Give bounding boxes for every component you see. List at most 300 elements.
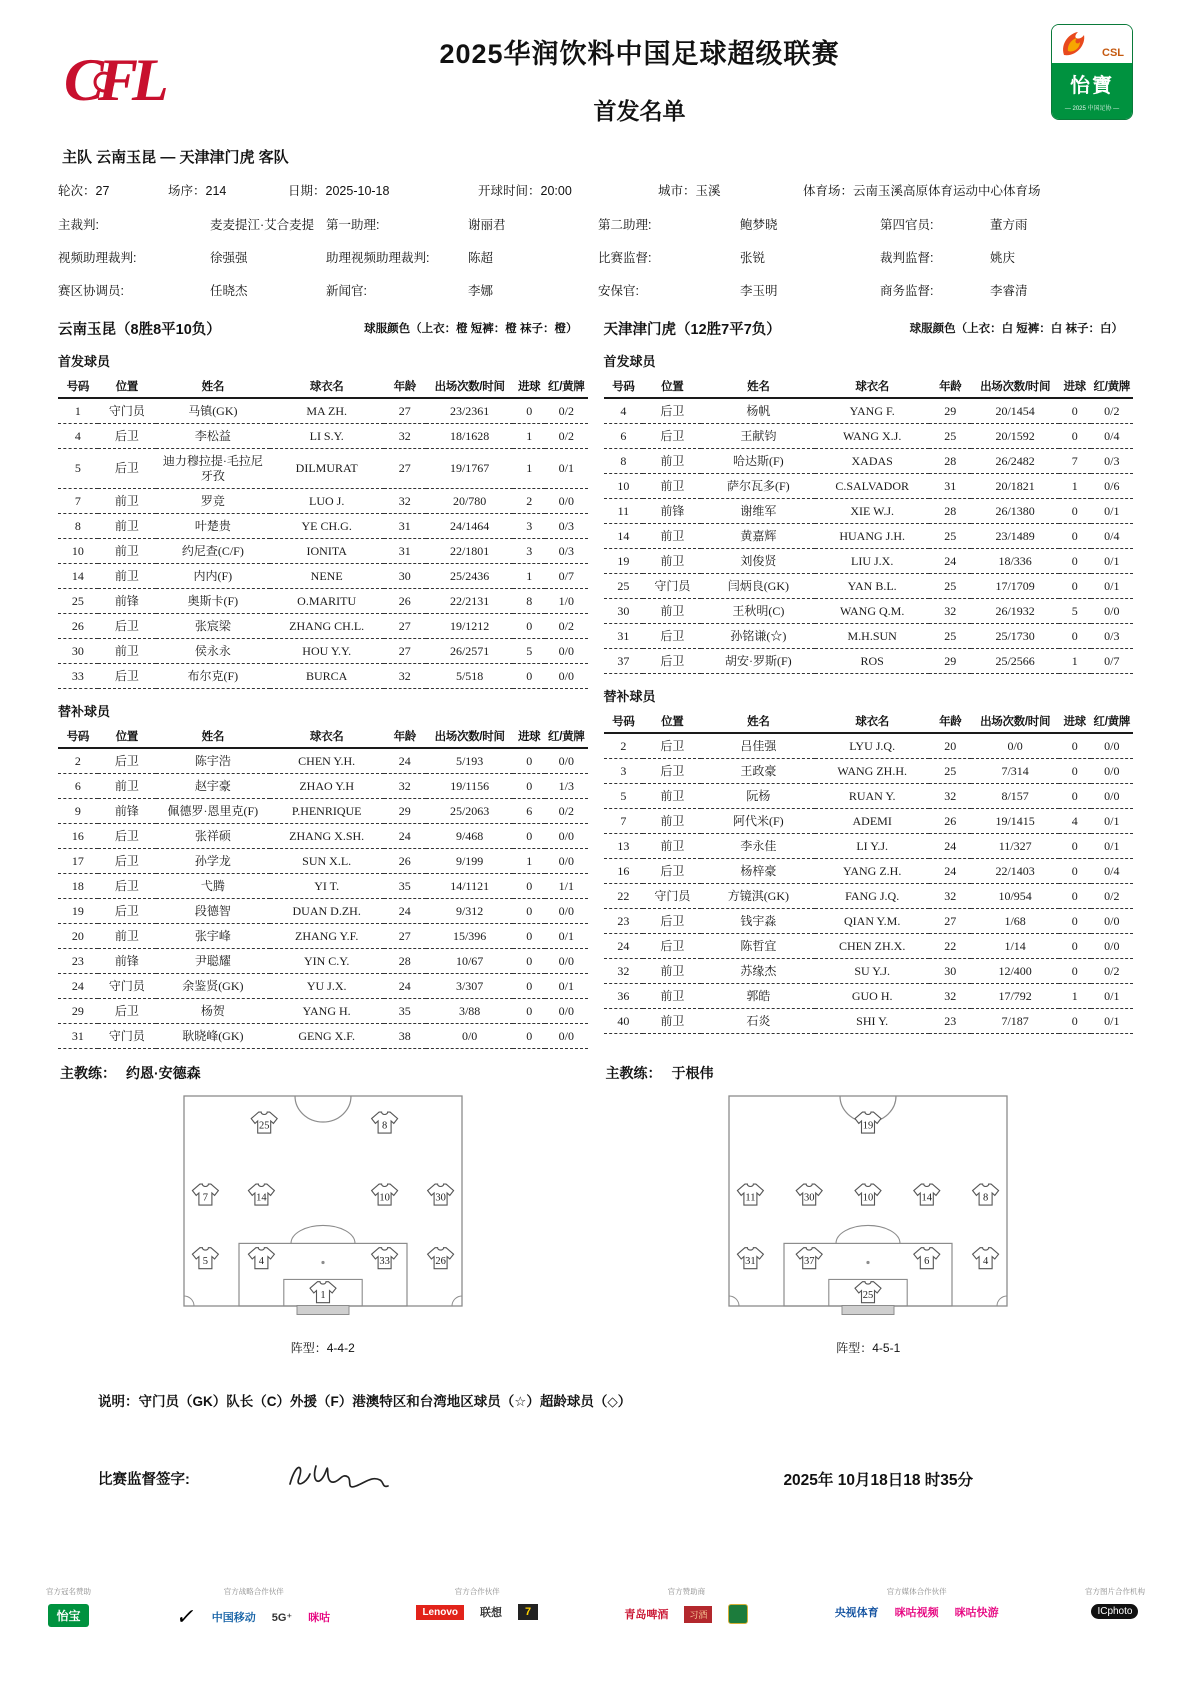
player-cell: 陈宇浩 — [156, 748, 270, 774]
csl-label: CSL — [1102, 47, 1124, 59]
player-cell: ZHANG CH.L. — [270, 614, 384, 639]
info-item: 日期：2025-10-18 — [288, 184, 390, 198]
player-cell: 0 — [513, 974, 545, 999]
home-column — [58, 314, 588, 1049]
player-cell: 0 — [513, 664, 545, 689]
svg-text:6: 6 — [924, 1256, 930, 1268]
away-subs-label: 替补球员 — [603, 689, 656, 704]
player-shirt-30 — [796, 1184, 822, 1205]
header-row — [604, 710, 1134, 733]
column-header: 位置 — [98, 375, 156, 398]
home-team-name: 云南玉昆（8胜8平10负） — [58, 322, 221, 338]
svg-text:8: 8 — [983, 1192, 989, 1204]
player-cell: 3/307 — [426, 974, 513, 999]
player-row — [58, 899, 588, 924]
player-cell: 0/6 — [1091, 474, 1133, 499]
player-cell: 0/1 — [1091, 809, 1133, 834]
player-cell: 26/2571 — [426, 639, 513, 664]
player-cell: 23 — [929, 1009, 971, 1034]
info-item: 开球时间：20:00 — [478, 184, 572, 198]
column-header: 进球 — [1059, 375, 1091, 398]
player-cell: YIN C.Y. — [270, 949, 384, 974]
player-cell: 31 — [929, 474, 971, 499]
header-row — [58, 725, 588, 748]
player-cell: 25 — [929, 624, 971, 649]
player-cell: 24 — [604, 934, 644, 959]
sponsor-group — [174, 1586, 331, 1630]
player-cell: 24 — [384, 899, 426, 924]
player-cell: 0 — [513, 398, 545, 424]
lenovo-cn-logo: 联想 — [480, 1607, 503, 1619]
player-cell: 8 — [604, 449, 644, 474]
player-cell: 0 — [1059, 624, 1091, 649]
player-shirt-8 — [973, 1184, 999, 1205]
player-cell: SUN X.L. — [270, 849, 384, 874]
column-header: 出场次数/时间 — [426, 375, 513, 398]
player-cell: 王政豪 — [701, 759, 815, 784]
player-cell: 3 — [604, 759, 644, 784]
player-cell: 19 — [604, 549, 644, 574]
player-cell: HUANG J.H. — [815, 524, 929, 549]
officials-row — [58, 248, 1133, 266]
supervisor-signature — [280, 1452, 400, 1505]
player-cell: 1/1 — [545, 874, 587, 899]
player-cell: ADEMI — [815, 809, 929, 834]
player-row — [58, 824, 588, 849]
yibao-logo: 怡宝 — [48, 1604, 88, 1627]
official: 赛区协调员: 任晓杰 — [58, 284, 248, 298]
china-mobile-logo: 中国移动 — [211, 1612, 256, 1624]
player-cell: 0/0 — [545, 824, 587, 849]
official: 第四官员: 董方雨 — [880, 218, 1028, 232]
player-cell: 22/1801 — [426, 539, 513, 564]
player-cell: 1 — [513, 424, 545, 449]
player-cell: 前卫 — [643, 599, 701, 624]
player-cell: 9 — [58, 799, 98, 824]
player-cell: 2 — [58, 748, 98, 774]
player-row — [58, 514, 588, 539]
player-cell: 后卫 — [643, 733, 701, 759]
player-cell: 钱宇淼 — [701, 909, 815, 934]
player-cell: 29 — [929, 649, 971, 674]
player-cell: XADAS — [815, 449, 929, 474]
player-cell: ZHANG X.SH. — [270, 824, 384, 849]
player-cell: 25 — [929, 759, 971, 784]
player-cell: 后卫 — [643, 759, 701, 784]
player-cell: 后卫 — [98, 874, 156, 899]
officials-row — [58, 281, 1133, 299]
player-cell: 1 — [513, 564, 545, 589]
sponsor-logos — [416, 1604, 538, 1620]
player-cell: 28 — [929, 449, 971, 474]
player-row — [58, 1024, 588, 1049]
player-cell: 0 — [1059, 733, 1091, 759]
player-cell: 前卫 — [98, 924, 156, 949]
player-cell: 28 — [929, 499, 971, 524]
player-cell: 0/3 — [1091, 449, 1133, 474]
player-shirt-5 — [192, 1248, 218, 1269]
player-row — [58, 449, 588, 489]
cfl-logo — [58, 24, 228, 123]
player-cell: 22 — [929, 934, 971, 959]
away-team-name: 天津津门虎（12胜7平7负） — [603, 322, 781, 338]
player-cell: 22 — [604, 884, 644, 909]
sponsor-badge-logo — [728, 1604, 748, 1624]
player-cell: HOU Y.Y. — [270, 639, 384, 664]
player-cell: 0/0 — [545, 949, 587, 974]
player-cell: 前锋 — [98, 589, 156, 614]
player-cell: 32 — [604, 959, 644, 984]
player-cell: 30 — [58, 639, 98, 664]
player-shirt-4 — [248, 1248, 274, 1269]
svg-text:33: 33 — [379, 1256, 390, 1268]
player-row — [604, 424, 1134, 449]
player-cell: 11 — [604, 499, 644, 524]
player-row — [58, 639, 588, 664]
icphoto-logo: ICphoto — [1091, 1604, 1138, 1619]
player-shirt-19 — [855, 1112, 881, 1133]
player-cell: 后卫 — [98, 824, 156, 849]
player-cell: 27 — [384, 924, 426, 949]
player-cell: 24 — [384, 748, 426, 774]
player-cell: 22/2131 — [426, 589, 513, 614]
column-header: 号码 — [58, 725, 98, 748]
player-row — [58, 924, 588, 949]
player-row — [58, 774, 588, 799]
player-cell: 26/1380 — [971, 499, 1058, 524]
sponsor-group — [1085, 1586, 1145, 1619]
player-cell: BURCA — [270, 664, 384, 689]
player-cell: 黄嘉辉 — [701, 524, 815, 549]
player-row — [604, 398, 1134, 424]
player-cell: 27 — [384, 639, 426, 664]
player-cell: 杨帆 — [701, 398, 815, 424]
player-cell: 0/3 — [1091, 624, 1133, 649]
player-cell: 0/2 — [1091, 959, 1133, 984]
player-cell: 前卫 — [98, 514, 156, 539]
player-cell: 方镜淇(GK) — [701, 884, 815, 909]
away-formation-label: 阵型：4-5-1 — [836, 1341, 901, 1355]
player-cell: FANG J.Q. — [815, 884, 929, 909]
signature-row — [58, 1452, 1133, 1505]
player-cell: WANG X.J. — [815, 424, 929, 449]
player-cell: 0/0 — [1091, 599, 1133, 624]
svg-text:31: 31 — [745, 1256, 756, 1268]
column-header: 球衣名 — [270, 725, 384, 748]
svg-text:26: 26 — [435, 1256, 446, 1268]
player-cell: LI S.Y. — [270, 424, 384, 449]
player-cell: 守门员 — [643, 884, 701, 909]
player-row — [58, 539, 588, 564]
player-cell: 0/0 — [1091, 909, 1133, 934]
sponsor-logos — [624, 1604, 748, 1624]
home-subs-table — [58, 725, 588, 1049]
player-cell: 前卫 — [98, 489, 156, 514]
player-cell: 27 — [384, 398, 426, 424]
column-header: 位置 — [98, 725, 156, 748]
player-cell: 王秋明(C) — [701, 599, 815, 624]
player-cell: 0/4 — [1091, 524, 1133, 549]
player-cell: 1 — [1059, 984, 1091, 1009]
svg-text:4: 4 — [258, 1256, 264, 1268]
player-cell: 32 — [384, 424, 426, 449]
player-cell: 阿代米(F) — [701, 809, 815, 834]
supervisor-signature-label: 比赛监督签字: — [98, 1472, 190, 1488]
player-cell: 马镇(GK) — [156, 398, 270, 424]
player-cell: 15/396 — [426, 924, 513, 949]
player-cell: 前卫 — [643, 959, 701, 984]
player-row — [604, 1009, 1134, 1034]
player-cell: 石炎 — [701, 1009, 815, 1034]
player-cell: 1 — [1059, 474, 1091, 499]
player-cell: 郭皓 — [701, 984, 815, 1009]
player-cell: 前卫 — [643, 524, 701, 549]
player-cell: 尹聪耀 — [156, 949, 270, 974]
nike-swoosh-logo: ✓ — [174, 1604, 199, 1629]
column-header: 红/黄牌 — [1091, 710, 1133, 733]
official: 第二助理: 鲍梦晓 — [598, 218, 778, 232]
player-cell: 0 — [1059, 549, 1091, 574]
player-cell: 26 — [384, 589, 426, 614]
player-cell: 31 — [384, 539, 426, 564]
player-cell: 侯永永 — [156, 639, 270, 664]
player-shirt-6 — [914, 1248, 940, 1269]
player-cell: 后卫 — [98, 664, 156, 689]
player-cell: 10 — [58, 539, 98, 564]
player-cell: 1/68 — [971, 909, 1058, 934]
player-cell: 0 — [1059, 424, 1091, 449]
player-cell: 0/0 — [545, 664, 587, 689]
player-row — [58, 664, 588, 689]
player-cell: LUO J. — [270, 489, 384, 514]
home-kit-colors: 球服颜色（上衣：橙 短裤：橙 袜子：橙） — [364, 323, 578, 335]
player-cell: 25/2566 — [971, 649, 1058, 674]
player-row — [604, 859, 1134, 884]
player-cell: 40 — [604, 1009, 644, 1034]
player-cell: 20/780 — [426, 489, 513, 514]
player-row — [58, 398, 588, 424]
player-cell: GUO H. — [815, 984, 929, 1009]
player-cell: 17 — [58, 849, 98, 874]
player-cell: 8 — [58, 514, 98, 539]
player-cell: 后卫 — [98, 424, 156, 449]
player-cell: 0 — [513, 1024, 545, 1049]
player-cell: 24 — [929, 834, 971, 859]
teams-tables — [58, 314, 1133, 1049]
player-cell: 0 — [1059, 1009, 1091, 1034]
player-cell: 吕佳强 — [701, 733, 815, 759]
sponsor-category-label: 官方媒体合作伙伴 — [886, 1587, 947, 1596]
player-cell: 26 — [384, 849, 426, 874]
player-cell: 29 — [58, 999, 98, 1024]
player-cell: 前卫 — [643, 449, 701, 474]
player-cell: CHEN ZH.X. — [815, 934, 929, 959]
player-cell: 1 — [513, 449, 545, 489]
player-cell: 24/1464 — [426, 514, 513, 539]
player-cell: ZHANG Y.F. — [270, 924, 384, 949]
player-row — [58, 874, 588, 899]
svg-text:30: 30 — [804, 1192, 815, 1204]
player-cell: 0/3 — [545, 539, 587, 564]
away-coach-label: 主教练： — [605, 1065, 662, 1081]
player-cell: 后卫 — [98, 999, 156, 1024]
player-cell: 5/518 — [426, 664, 513, 689]
player-shirt-26 — [427, 1248, 453, 1269]
partner-7-logo: 7 — [518, 1604, 538, 1620]
player-cell: 24 — [384, 974, 426, 999]
player-cell: IONITA — [270, 539, 384, 564]
player-cell: 后卫 — [98, 849, 156, 874]
player-cell: 27 — [929, 909, 971, 934]
title-block — [228, 24, 1051, 126]
player-cell: 谢维军 — [701, 499, 815, 524]
csl-yibao-badge — [1051, 24, 1133, 120]
player-cell: 0 — [1059, 784, 1091, 809]
player-cell: 1/0 — [545, 589, 587, 614]
player-cell: 佩德罗·恩里克(F) — [156, 799, 270, 824]
home-subs-label: 替补球员 — [58, 704, 111, 719]
player-cell: 后卫 — [98, 614, 156, 639]
player-cell: 20 — [58, 924, 98, 949]
sponsor-strip — [0, 1586, 1191, 1630]
official: 比赛监督: 张锐 — [598, 251, 766, 265]
player-cell: 16 — [58, 824, 98, 849]
official: 安保官: 李玉明 — [598, 284, 778, 298]
svg-text:25: 25 — [258, 1120, 270, 1132]
player-cell: 30 — [384, 564, 426, 589]
player-cell: WANG ZH.H. — [815, 759, 929, 784]
player-cell: 后卫 — [98, 449, 156, 489]
sponsor-logos — [46, 1604, 91, 1627]
csl-flame-icon — [1058, 29, 1088, 59]
player-shirt-7 — [192, 1184, 218, 1205]
player-cell: 后卫 — [643, 909, 701, 934]
player-cell: 0/0 — [1091, 733, 1133, 759]
away-coach-name: 于根伟 — [671, 1065, 714, 1081]
sponsor-category-label: 官方赞助商 — [667, 1587, 706, 1596]
pitch-diagram — [183, 1095, 463, 1320]
player-row — [604, 884, 1134, 909]
player-cell: 后卫 — [98, 899, 156, 924]
player-row — [58, 799, 588, 824]
player-cell: CHEN Y.H. — [270, 748, 384, 774]
player-row — [58, 999, 588, 1024]
player-cell: 李松益 — [156, 424, 270, 449]
player-cell: 10/954 — [971, 884, 1058, 909]
home-coach — [60, 1063, 588, 1083]
sign-datetime: 2025年 10月18日18 时35分 — [783, 1471, 973, 1489]
player-cell: 0/2 — [545, 424, 587, 449]
player-cell: 19 — [58, 899, 98, 924]
svg-text:7: 7 — [202, 1192, 208, 1204]
player-cell: 0 — [513, 924, 545, 949]
column-header: 姓名 — [156, 375, 270, 398]
player-cell: 5 — [513, 639, 545, 664]
player-cell: 迪力穆拉提·毛拉尼牙孜 — [156, 449, 270, 489]
svg-text:8: 8 — [381, 1120, 387, 1132]
away-starters-label: 首发球员 — [603, 354, 656, 369]
info-item: 场序：214 — [168, 184, 227, 198]
svg-text:19: 19 — [863, 1120, 874, 1132]
player-cell: 内内(F) — [156, 564, 270, 589]
player-cell: 13 — [604, 834, 644, 859]
player-cell: 30 — [604, 599, 644, 624]
page-title: 2025华润饮料中国足球超级联赛 — [439, 39, 840, 69]
player-row — [58, 424, 588, 449]
player-cell: 0 — [1059, 909, 1091, 934]
player-cell: QIAN Y.M. — [815, 909, 929, 934]
player-cell: YANG H. — [270, 999, 384, 1024]
svg-text:4: 4 — [983, 1256, 989, 1268]
player-cell: 18/1628 — [426, 424, 513, 449]
away-column — [604, 314, 1134, 1034]
info-item: 城市：玉溪 — [658, 184, 721, 198]
sponsor-group — [416, 1586, 538, 1620]
player-row — [604, 499, 1134, 524]
player-cell: 张宇峰 — [156, 924, 270, 949]
player-cell: 0 — [1059, 759, 1091, 784]
player-cell: 7 — [1059, 449, 1091, 474]
column-header: 红/黄牌 — [545, 375, 587, 398]
sponsor-logos — [174, 1604, 331, 1630]
player-cell: ROS — [815, 649, 929, 674]
player-cell: 0/1 — [1091, 1009, 1133, 1034]
player-cell: 2 — [513, 489, 545, 514]
column-header: 年龄 — [929, 375, 971, 398]
player-cell: 0/0 — [971, 733, 1058, 759]
player-cell: 0 — [513, 949, 545, 974]
player-cell: 阮杨 — [701, 784, 815, 809]
player-cell: 26 — [58, 614, 98, 639]
player-cell: 5 — [1059, 599, 1091, 624]
player-shirt-4 — [973, 1248, 999, 1269]
player-row — [604, 909, 1134, 934]
player-cell: 38 — [384, 1024, 426, 1049]
player-cell: 0/1 — [1091, 549, 1133, 574]
player-cell: 31 — [58, 1024, 98, 1049]
player-cell: 25 — [929, 574, 971, 599]
column-header: 球衣名 — [815, 375, 929, 398]
player-cell: 前卫 — [643, 984, 701, 1009]
player-cell: 8 — [513, 589, 545, 614]
player-cell: 后卫 — [643, 624, 701, 649]
player-cell: 25 — [929, 524, 971, 549]
migu-play-logo: 咪咕快游 — [954, 1607, 999, 1619]
column-header: 姓名 — [156, 725, 270, 748]
player-cell: 后卫 — [643, 859, 701, 884]
signature-icon — [280, 1452, 400, 1500]
player-cell: 16 — [604, 859, 644, 884]
home-coach-name: 约恩·安德森 — [126, 1065, 201, 1081]
sponsor-category-label: 官方战略合作伙伴 — [223, 1587, 284, 1596]
player-row — [58, 589, 588, 614]
player-cell: DUAN D.ZH. — [270, 899, 384, 924]
player-row — [604, 599, 1134, 624]
sponsor-logos — [835, 1604, 999, 1620]
player-cell: 哈达斯(F) — [701, 449, 815, 474]
player-cell: 0/1 — [545, 924, 587, 949]
column-header: 进球 — [513, 375, 545, 398]
player-shirt-25 — [251, 1112, 277, 1133]
player-cell: 1 — [1059, 649, 1091, 674]
player-cell: LIU J.X. — [815, 549, 929, 574]
svg-text:1: 1 — [320, 1290, 326, 1302]
away-subs-table — [604, 710, 1134, 1034]
player-cell: 1 — [58, 398, 98, 424]
player-cell: 0 — [1059, 834, 1091, 859]
column-header: 出场次数/时间 — [426, 725, 513, 748]
column-header: 年龄 — [384, 725, 426, 748]
